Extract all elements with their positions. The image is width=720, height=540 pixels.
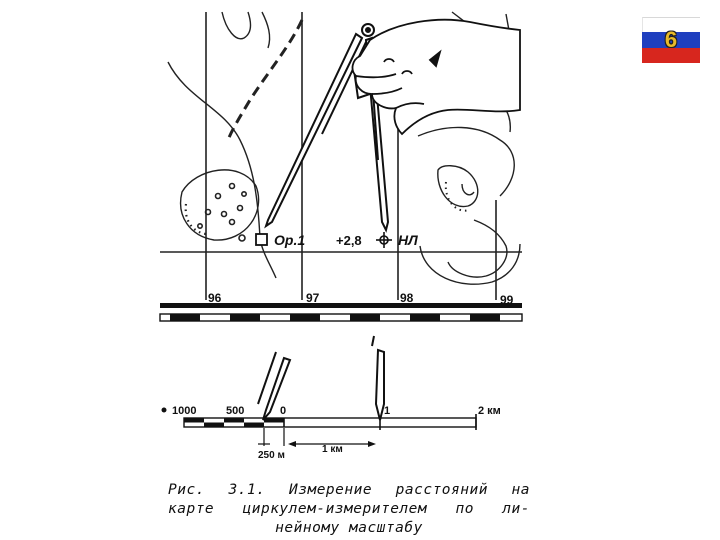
grid-label-98: 98: [400, 291, 414, 305]
figure-caption: [168, 481, 530, 538]
height-label: +2,8: [336, 233, 362, 248]
scale-label-250m: 250 м: [258, 450, 285, 461]
grid-label-99: 99: [500, 293, 514, 307]
scale-diagram: [184, 414, 476, 447]
map-symbols: [198, 184, 246, 242]
russian-flag-icon: [642, 17, 700, 63]
target-symbol: [376, 232, 392, 248]
caption-line-1: Рис. 3.1. Измерение расстояний на: [168, 482, 530, 498]
caption-line-2: карте циркулем-измерителем по ли-: [168, 501, 530, 517]
map-dotted-contour: [186, 204, 206, 234]
scale-tick-1: 1: [384, 405, 391, 417]
grid-label-96: 96: [208, 291, 222, 305]
scale-bullet-icon: [162, 408, 167, 413]
scale-tick-1000: 1000: [172, 405, 197, 417]
page-number: 6: [664, 27, 678, 52]
grid-label-97: 97: [306, 291, 320, 305]
scale-divider-icon: [258, 336, 384, 420]
scale-tick-0: 0: [280, 405, 287, 417]
point-label-or1: Ор.1: [274, 232, 306, 248]
orientation-point-symbol: [256, 234, 267, 245]
map-frame: [160, 303, 522, 321]
caption-line-3: нейному масштабу: [275, 520, 423, 536]
scale-tick-500: 500: [226, 405, 245, 417]
scale-tick-2km: 2 км: [478, 405, 501, 417]
scale-label-1km: 1 км: [322, 444, 343, 455]
target-label-nl: НЛ: [398, 232, 418, 248]
